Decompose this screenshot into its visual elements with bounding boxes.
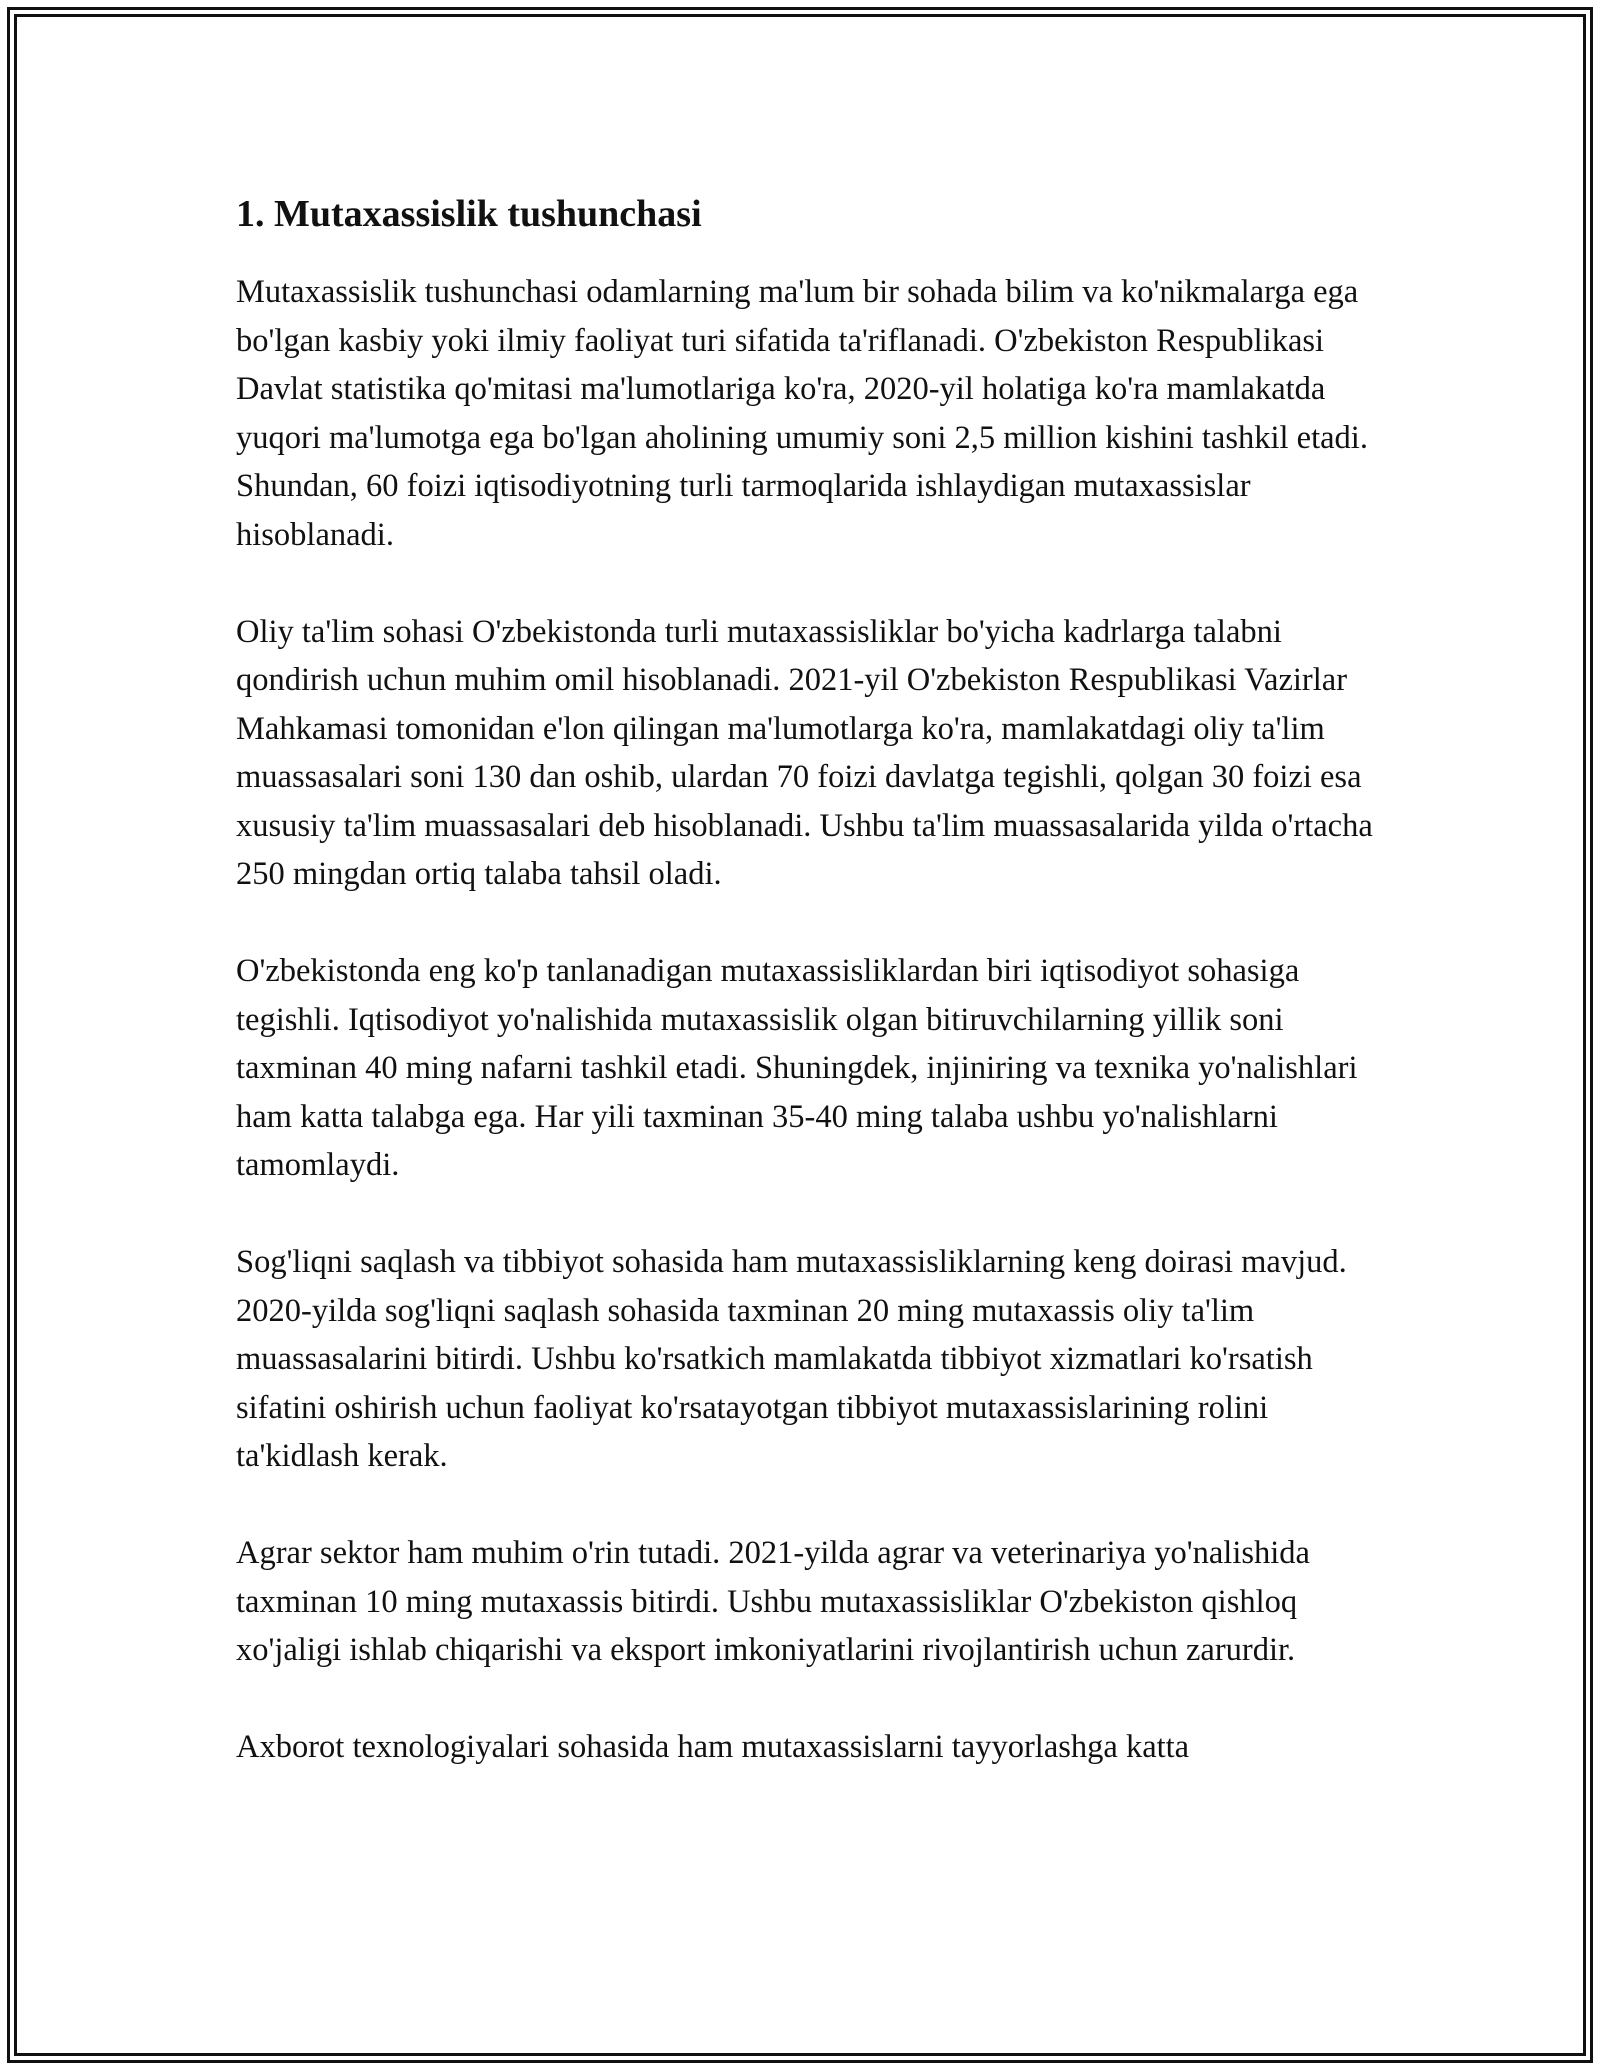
paragraph-4: Sog'liqni saqlash va tibbiyot sohasida ham mutaxassisliklarning keng doirasi mavjud. 2020-yilda sog'liqni saqlash sohasida taxminan 20 ming mutaxassis oliy ta'lim muassasalarini bitirdi. Ushbu ko'rsatkich mamlakatda tibbiyot xizmatlari ko'rsatish sifatini oshirish uchun faoliyat ko'rsatayotgan tibbiyot mutaxassislarining rolini ta'kidlash kerak. (236, 1244, 1347, 1474)
section-heading: 1. Mutaxassislik tushunchasi (236, 193, 702, 235)
paragraph-3: O'zbekistonda eng ko'p tanlanadigan mutaxassisliklardan biri iqtisodiyot sohasiga tegishli. Iqtisodiyot yo'nalishida mutaxassislik olgan bitiruvchilarning yillik soni taxminan 40 ming nafarni tashkil etadi. Shuningdek, injiniring va texnika yo'nalishlari ham katta talabga ega. Har yili taxminan 35-40 ming talaba ushbu yo'nalishlarni tamomlaydi. (236, 953, 1358, 1183)
document-body (236, 186, 1376, 1820)
paragraph-6: Axborot texnologiyalari sohasida ham mutaxassislarni tayyorlashga katta (236, 1729, 1190, 1765)
paragraph-2: Oliy ta'lim sohasi O'zbekistonda turli mutaxassisliklar bo'yicha kadrlarga talabni qondirish uchun muhim omil hisoblanadi. 2021-yil O'zbekiston Respublikasi Vazirlar Mahkamasi tomonidan e'lon qilingan ma'lumotlarga ko'ra, mamlakatdagi oliy ta'lim muassasalari soni 130 dan oshib, ulardan 70 foizi davlatga tegishli, qolgan 30 foizi esa xususiy ta'lim muassasalari deb hisoblanadi. Ushbu ta'lim muassasalarida yilda o'rtacha 250 mingdan ortiq talaba tahsil oladi. (236, 613, 1373, 892)
paragraph-5: Agrar sektor ham muhim o'rin tutadi. 2021-yilda agrar va veterinariya yo'nalishida taxminan 10 ming mutaxassis bitirdi. Ushbu mutaxassisliklar O'zbekiston qishloq xo'jaligi ishlab chiqarishi va eksport imkoniyatlarini rivojlantirish uchun zarurdir. (236, 1535, 1310, 1668)
paragraph-1: Mutaxassislik tushunchasi odamlarning ma'lum bir sohada bilim va ko'nikmalarga ega bo'lgan kasbiy yoki ilmiy faoliyat turi sifatida ta'riflanadi. O'zbekiston Respublikasi Davlat statistika qo'mitasi ma'lumotlariga ko'ra, 2020-yil holatiga ko'ra mamlakatda yuqori ma'lumotga ega bo'lgan aholining umumiy soni 2,5 million kishini tashkil etadi. Shundan, 60 foizi iqtisodiyotning turli tarmoqlarida ishlaydigan mutaxassislar hisoblanadi. (236, 274, 1368, 553)
